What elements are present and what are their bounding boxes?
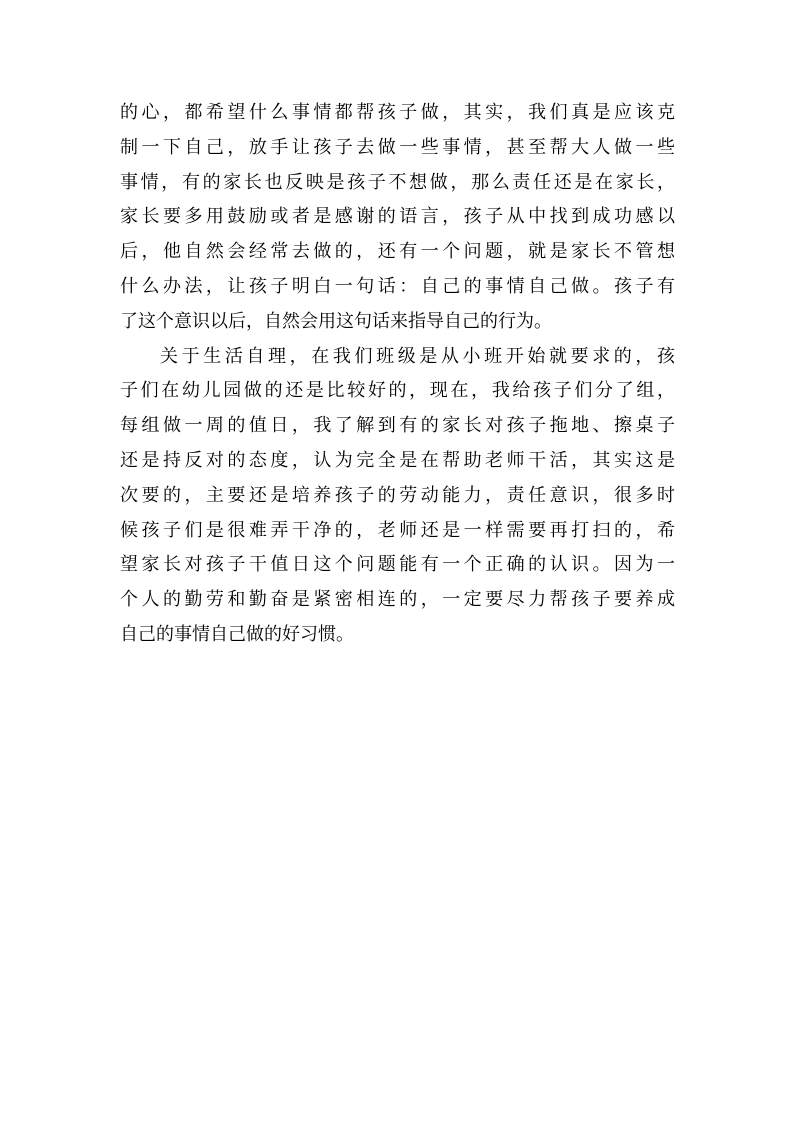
text-line: 什么办法，让孩子明白一句话：自己的事情自己做。孩子有 [120,275,675,297]
text-line: 候孩子们是很难弄干净的，老师还是一样需要再打扫的，希 [120,519,675,541]
text-line: 后，他自然会经常去做的，还有一个问题，就是家长不管想 [120,241,675,263]
paragraph-1 [120,96,675,340]
body-text [120,96,675,653]
text-line: 了这个意识以后，自然会用这句话来指导自己的行为。 [120,310,552,332]
text-line: 次要的，主要还是培养孩子的劳动能力，责任意识，很多时 [120,484,675,506]
text-line: 自己的事情自己做的好习惯。 [120,623,354,645]
paragraph-2 [120,340,675,653]
text-line: 个人的勤劳和勤奋是紧密相连的，一定要尽力帮孩子要养成 [120,589,675,611]
text-line: 关于生活自理，在我们班级是从小班开始就要求的，孩 [160,345,675,367]
text-line: 家长要多用鼓励或者是感谢的语言，孩子从中找到成功感以 [120,206,675,228]
text-line: 的心，都希望什么事情都帮孩子做，其实，我们真是应该克 [120,102,675,123]
text-line: 子们在幼儿园做的还是比较好的，现在，我给孩子们分了组， [120,380,675,402]
text-line: 制一下自己，放手让孩子去做一些事情，甚至帮大人做一些 [120,136,675,158]
text-line: 每组做一周的值日，我了解到有的家长对孩子拖地、擦桌子 [120,415,675,437]
text-line: 望家长对孩子干值日这个问题能有一个正确的认识。因为一 [120,554,675,576]
text-line: 事情，有的家长也反映是孩子不想做，那么责任还是在家长， [120,171,675,193]
text-line: 还是持反对的态度，认为完全是在帮助老师干活，其实这是 [120,449,675,471]
